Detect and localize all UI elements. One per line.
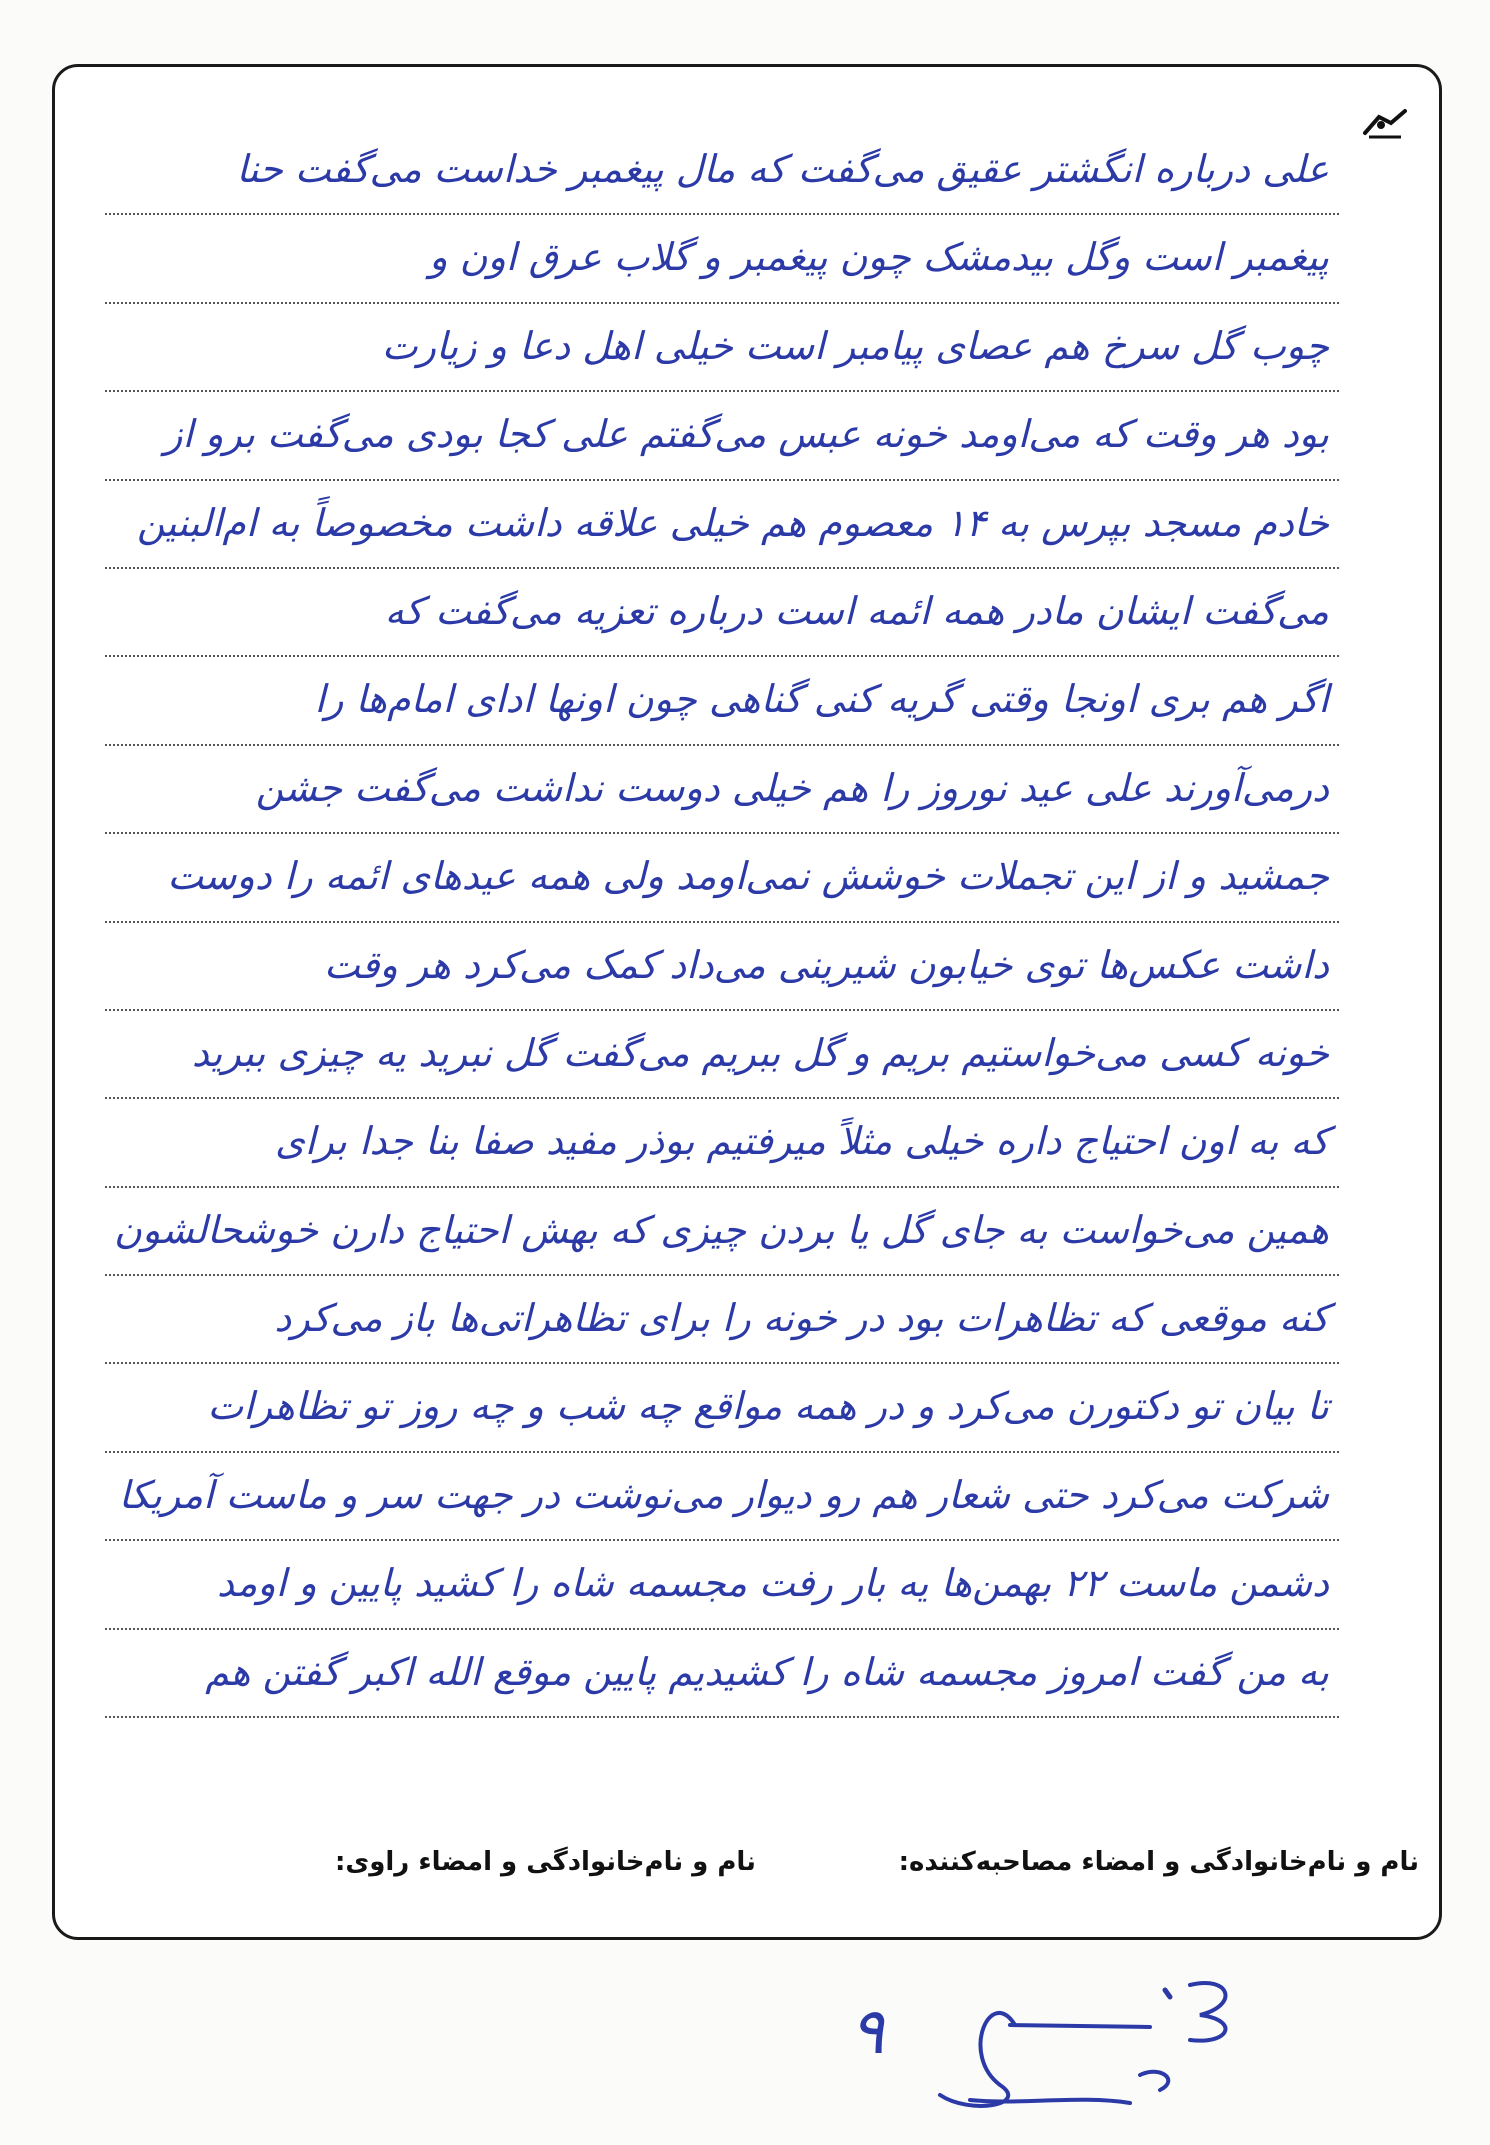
text-line: خادم مسجد بپرس به ۱۴ معصوم هم خیلی علاقه داشت مخصوصاً به ام‌البنین xyxy=(105,481,1339,569)
handwritten-lines xyxy=(105,127,1339,1867)
text-line: که به اون احتیاج داره خیلی مثلاً میرفتیم بوذر مفید صفا بنا جدا برای xyxy=(105,1099,1339,1187)
text-line: به من گفت امروز مجسمه شاه را کشیدیم پایین موقع الله اکبر گفتن هم xyxy=(105,1630,1339,1718)
signature xyxy=(820,1965,1320,2125)
text-line: کنه موقعی که تظاهرات بود در خونه را برای تظاهراتی‌ها باز می‌کرد xyxy=(105,1276,1339,1364)
text-line: چوب گل سرخ هم عصای پیامبر است خیلی اهل دعا و زیارت xyxy=(105,304,1339,392)
text-line: درمی‌آورند علی عید نوروز را هم خیلی دوست نداشت می‌گفت جشن xyxy=(105,746,1339,834)
text-line: پیغمبر است وگل بیدمشک چون پیغمبر و گلاب عرق اون و xyxy=(105,215,1339,303)
narrator-label: نام و نام‌خانوادگی و امضاء راوی: xyxy=(335,1847,756,1877)
text-line: همین می‌خواست به جای گل یا بردن چیزی که بهش احتیاج دارن خوشحالشون xyxy=(105,1188,1339,1276)
text-line: جمشید و از این تجملات خوشش نمی‌اومد ولی همه عیدهای ائمه را دوست xyxy=(105,834,1339,922)
footer-signature-labels xyxy=(335,1847,1419,1897)
text-line: تا بیان تو دکتورن می‌کرد و در همه مواقع چه شب و چه روز تو تظاهرات xyxy=(105,1364,1339,1452)
text-line: اگر هم بری اونجا وقتی گریه کنی گناهی چون اونها ادای امام‌ها را xyxy=(105,657,1339,745)
interviewer-label: نام و نام‌خانوادگی و امضاء مصاحبه‌کننده: xyxy=(898,1847,1419,1877)
text-line: خونه کسی می‌خواستیم بریم و گل ببریم می‌گفت گل نبرید یه چیزی ببرید xyxy=(105,1011,1339,1099)
transcript-frame xyxy=(52,64,1442,1940)
text-line: داشت عکس‌ها توی خیابون شیرینی می‌داد کمک می‌کرد هر وقت xyxy=(105,923,1339,1011)
pen-icon xyxy=(1361,103,1409,143)
text-line: می‌گفت ایشان مادر همه ائمه است درباره تعزیه می‌گفت که xyxy=(105,569,1339,657)
text-line: دشمن ماست ۲۲ بهمن‌ها یه بار رفت مجسمه شاه را کشید پایین و اومد xyxy=(105,1541,1339,1629)
text-line: بود هر وقت که می‌اومد خونه عبس می‌گفتم علی کجا بودی می‌گفت برو از xyxy=(105,392,1339,480)
text-line: علی درباره انگشتر عقیق می‌گفت که مال پیغمبر خداست می‌گفت حنا xyxy=(105,127,1339,215)
text-line: شرکت می‌کرد حتی شعار هم رو دیوار می‌نوشت در جهت سر و ماست آمریکا xyxy=(105,1453,1339,1541)
page-number: ۹ xyxy=(850,1995,885,2069)
